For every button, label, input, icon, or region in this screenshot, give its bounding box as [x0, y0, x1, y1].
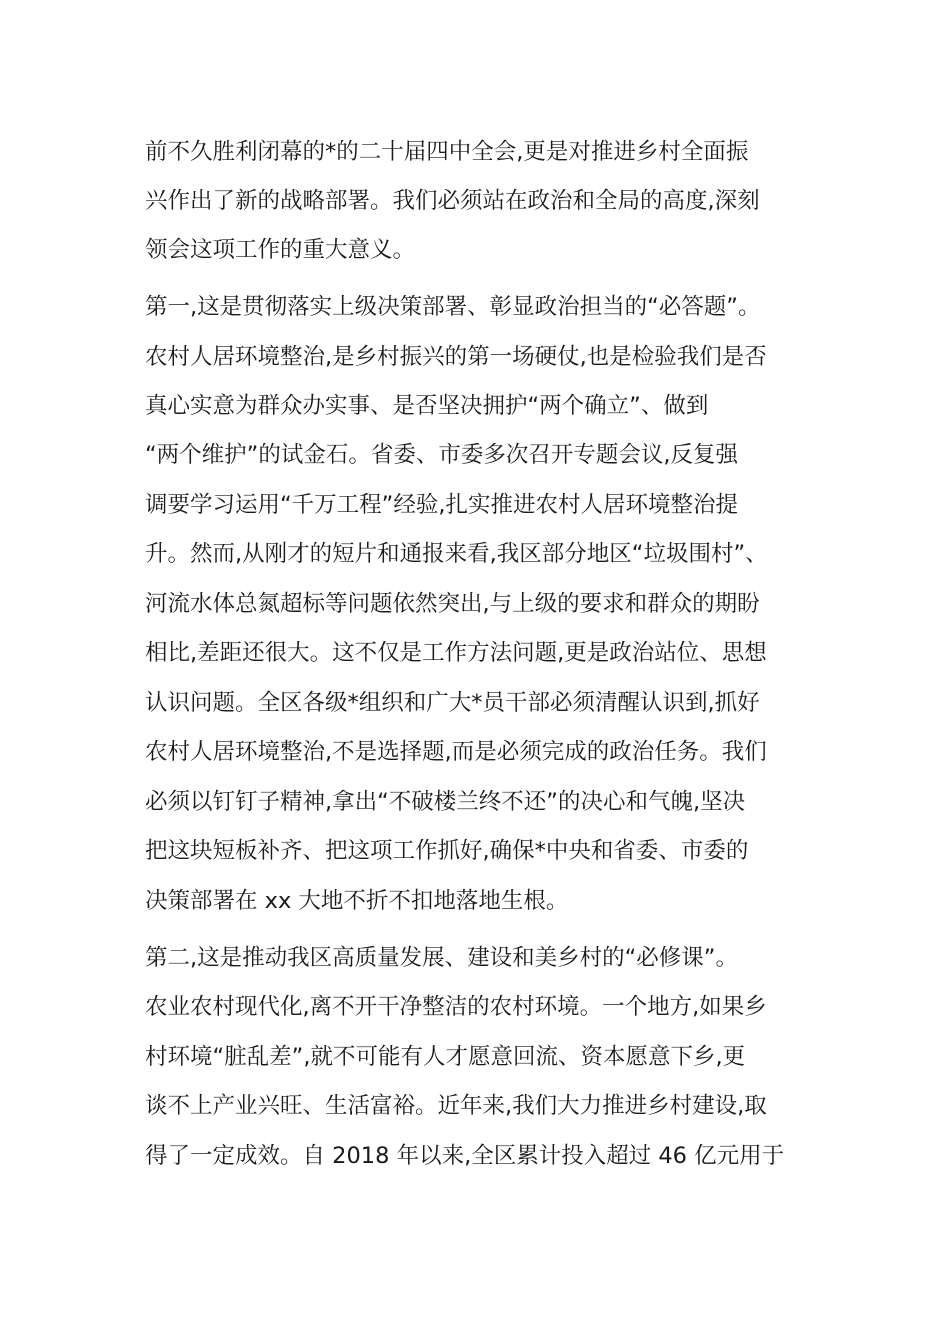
- text-line: 真心实意为群众办实事、是否坚决拥护“两个确立”、做到: [145, 393, 709, 419]
- text-line: 决策部署在 xx 大地不折不扣地落地生根。: [145, 888, 569, 914]
- text-line: 得了一定成效。自 2018 年以来,全区累计投入超过 46 亿元用于: [145, 1143, 785, 1169]
- text-line: 谈不上产业兴旺、生活富裕。近年来,我们大力推进乡村建设,取: [145, 1093, 767, 1119]
- text-line: 认识问题。全区各级*组织和广大*员干部必须清醒认识到,抓好: [145, 690, 760, 716]
- text-line: 农村人居环境整治,是乡村振兴的第一场硬仗,也是检验我们是否: [145, 344, 767, 370]
- text-line: 兴作出了新的战略部署。我们必须站在政治和全局的高度,深刻: [145, 188, 760, 214]
- text-line: 必须以钉钉子精神,拿出“不破楼兰终不还”的决心和气魄,坚决: [145, 789, 746, 815]
- text-line: 村环境“脏乱差”,就不可能有人才愿意回流、资本愿意下乡,更: [145, 1044, 746, 1070]
- text-line: 调要学习运用“千万工程”经验,扎实推进农村人居环境整治提: [145, 492, 738, 518]
- text-line: 相比,差距还很大。这不仅是工作方法问题,更是政治站位、思想: [145, 640, 767, 666]
- text-line: 把这块短板补齐、把这项工作抓好,确保*中央和省委、市委的: [145, 838, 749, 864]
- text-line: 升。然而,从刚才的短片和通报来看,我区部分地区“垃圾围村”、: [145, 541, 768, 567]
- text-line: 农业农村现代化,离不开干净整洁的农村环境。一个地方,如果乡: [145, 994, 767, 1020]
- text-line: “两个维护”的试金石。省委、市委多次召开专题会议,反复强: [145, 442, 738, 468]
- text-line: 农村人居环境整治,不是选择题,而是必须完成的政治任务。我们: [145, 739, 767, 765]
- text-line: 第一,这是贯彻落实上级决策部署、彰显政治担当的“必答题”。: [145, 294, 761, 320]
- text-line: 前不久胜利闭幕的*的二十届四中全会,更是对推进乡村全面振: [145, 139, 749, 165]
- text-line: 领会这项工作的重大意义。: [145, 237, 416, 263]
- text-line: 河流水体总氮超标等问题依然突出,与上级的要求和群众的期盼: [145, 591, 760, 617]
- text-line: 第二,这是推动我区高质量发展、建设和美乡村的“必修课”。: [145, 945, 738, 971]
